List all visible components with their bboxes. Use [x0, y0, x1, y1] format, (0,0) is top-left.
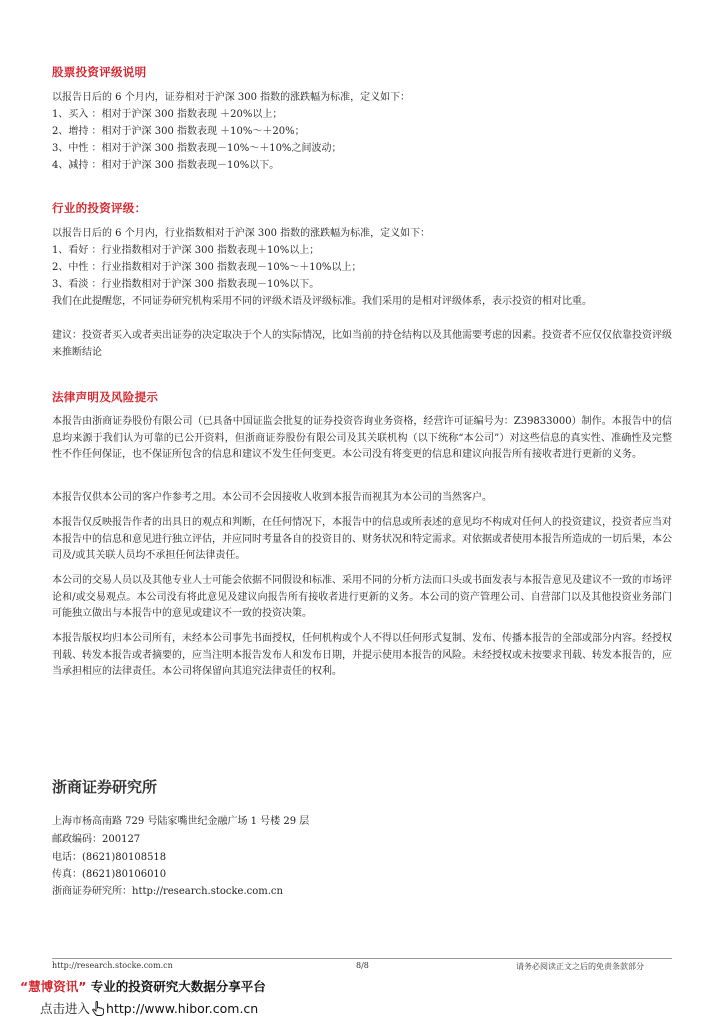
promo-slogan: 专业的投资研究大数据分享平台	[90, 979, 266, 994]
legal-paragraph: 本报告仅反映报告作者的出具日的观点和判断，在任何情况下，本报告中的信息或所表述的意见均不构成对任何人的投资建议，投资者应当对本报告中的信息和意见进行独立评估，并应同时考量各自的投资目的、财务状况和特定需求。对依据或者使用本报告所造成的一切后果，本公司及/或其关联人员均不承担任何法律责任。	[52, 517, 672, 561]
industry-rating-intro: 以报告日后的 6 个月内，行业指数相对于沪深 300 指数的涨跌幅为标准，定义如下：	[52, 228, 431, 239]
stock-rating-intro: 以报告日后的 6 个月内，证券相对于沪深 300 指数的涨跌幅为标准，定义如下：	[52, 92, 411, 103]
promo-link-row[interactable]	[40, 999, 258, 1017]
industry-rating-item-positive: 1、看好 ：行业指数相对于沪深 300 指数表现＋10%以上；	[52, 245, 320, 256]
org-fax: 传真：(8621)80106010	[52, 869, 167, 880]
footer-url-link[interactable]: http://research.stocke.com.cn	[52, 961, 173, 970]
footer-disclaimer-note: 请务必阅读正文之后的免责条款部分	[516, 962, 644, 971]
org-address: 上海市杨高南路 729 号陆家嘴世纪金融广场 1 号楼 29 层	[52, 816, 310, 827]
promo-hibor-link[interactable]: http://www.hibor.com.cn	[106, 1001, 259, 1016]
industry-rating-advice: 建议：投资者买入或者卖出证券的决定取决于个人的实际情况，比如当前的持仓结构以及其他需要考虑的因素。投资者不应仅仅依靠投资评级来推断结论	[52, 330, 672, 358]
promo-brand: “慧博资讯”	[20, 979, 87, 994]
industry-rating-item-negative: 3、看淡 ：行业指数相对于沪深 300 指数表现－10%以下。	[52, 279, 320, 290]
org-name: 浙商证券研究所	[52, 778, 158, 796]
stock-rating-item-overweight: 2、增持 ：相对于沪深 300 指数表现 ＋10%～＋20%；	[52, 126, 305, 137]
legal-paragraph: 本报告由浙商证券股份有限公司（已具备中国证监会批复的证券投资咨询业务资格，经营许可证编号为：Z39833000）制作。本报告中的信息均来源于我们认为可靠的已公开资料，但浙商证券股份有限公司及其关联机构（以下统称“本公司”）对这些信息的真实性、准确性及完整性不作任何保证，也不保证所包含的信息和建议不发生任何变更。本公司没有将变更的信息和建议向报告所有接收者进行更新的义务。	[52, 416, 672, 460]
org-postcode: 邮政编码：200127	[52, 834, 141, 845]
industry-rating-note: 我们在此提醒您，不同证券研究机构采用不同的评级术语及评级标准。我们采用的是相对评级体系，表示投资的相对比重。	[52, 296, 592, 307]
legal-paragraph: 本公司的交易人员以及其他专业人士可能会依据不同假设和标准、采用不同的分析方法而口头或书面发表与本报告意见及建议不一致的市场评论和/或交易观点。本公司没有将此意见及建议向报告所有接收者进行更新的义务。本公司的资产管理公司、自营部门以及其他投资业务部门可能独立做出与本报告中的意见或建议不一致的投资决策。	[52, 575, 672, 619]
stock-rating-item-neutral: 3、中性 ：相对于沪深 300 指数表现－10%～＋10%之间波动；	[52, 143, 342, 154]
stock-rating-item-buy: 1、买入 ：相对于沪深 300 指数表现 ＋20%以上；	[52, 109, 283, 120]
legal-paragraph: 本报告仅供本公司的客户作参考之用。本公司不会因接收人收到本报告而视其为本公司的当然客户。	[52, 492, 492, 503]
legal-title: 法律声明及风险提示	[52, 390, 159, 404]
legal-paragraph: 本报告版权均归本公司所有，未经本公司事先书面授权，任何机构或个人不得以任何形式复制、发布、传播本报告的全部或部分内容。经授权刊载、转发本报告或者摘要的，应当注明本报告发布人和发布日期，并提示使用本报告的风险。未经授权或未按要求刊载、转发本报告的，应当承担相应的法律责任。本公司将保留向其追究法律责任的权利。	[52, 633, 672, 677]
promo-banner	[20, 977, 266, 995]
industry-rating-title: 行业的投资评级：	[52, 201, 147, 215]
pointing-hand-icon	[92, 1001, 104, 1016]
footer-divider	[52, 958, 672, 959]
industry-rating-item-neutral: 2、中性 ：行业指数相对于沪深 300 指数表现－10%～＋10%以上；	[52, 262, 362, 273]
org-phone: 电话：(8621)80108518	[52, 852, 167, 863]
org-website[interactable]: 浙商证券研究所：http://research.stocke.com.cn	[52, 886, 283, 897]
stock-rating-title: 股票投资评级说明	[52, 65, 147, 79]
promo-click-label: 点击进入	[40, 1001, 91, 1016]
footer-page-number: 8/8	[356, 961, 369, 970]
stock-rating-item-underweight: 4、减持 ：相对于沪深 300 指数表现－10%以下。	[52, 160, 280, 171]
